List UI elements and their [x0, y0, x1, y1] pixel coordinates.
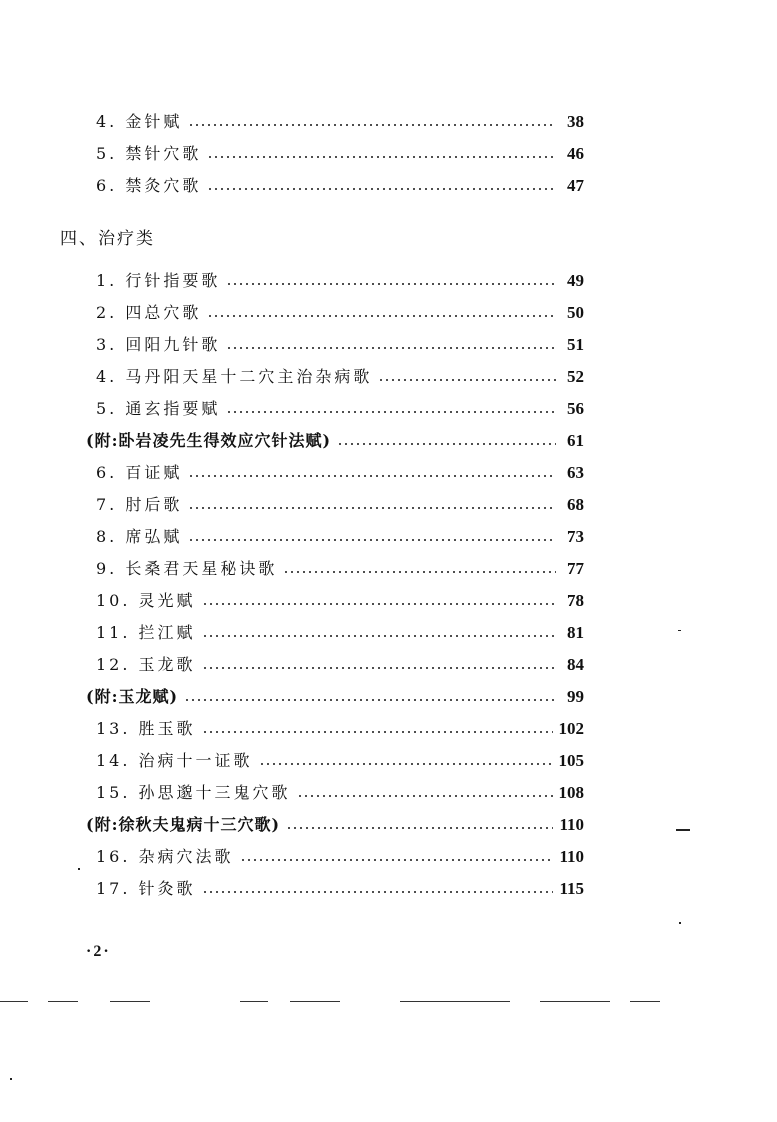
- toc-entry: [96, 780, 584, 806]
- toc-entry-page: 63: [567, 463, 584, 482]
- dot-leader: [240, 859, 554, 861]
- toc-entry-page: 56: [567, 399, 584, 418]
- dot-leader: [297, 795, 553, 797]
- toc-entry-page: 47: [567, 176, 584, 195]
- scan-speck: [679, 922, 681, 924]
- toc-entry-title: 2. 四总穴歌: [96, 303, 202, 322]
- toc-entry-title: 6. 百证赋: [96, 463, 183, 482]
- toc-entry: [96, 109, 584, 135]
- toc-entry-page: 110: [559, 815, 584, 834]
- toc-entry: [96, 460, 584, 486]
- toc-entry: [96, 332, 584, 358]
- scan-speck: [676, 829, 690, 831]
- toc-entry-title: 4. 马丹阳天星十二穴主治杂病歌: [96, 367, 373, 386]
- toc-entry: [96, 364, 584, 390]
- dot-leader: [226, 347, 556, 349]
- scan-artifact: [48, 1001, 78, 1002]
- dot-leader: [202, 603, 556, 605]
- dot-leader: [188, 124, 556, 126]
- toc-entry: [96, 748, 584, 774]
- dot-leader: [207, 156, 556, 158]
- dot-leader: [226, 283, 556, 285]
- dot-leader: [207, 188, 556, 190]
- toc-entry-title: 13. 胜玉歌: [96, 719, 196, 738]
- toc-entry-page: 49: [567, 271, 584, 290]
- dot-leader: [259, 763, 553, 765]
- toc-entry: [96, 492, 584, 518]
- toc-entry-page: 105: [558, 751, 584, 770]
- toc-entry: [96, 173, 584, 199]
- dot-leader: [202, 731, 553, 733]
- toc-entry-title: 17. 针灸歌: [96, 879, 196, 898]
- toc-entry-page: 38: [567, 112, 584, 131]
- toc-entry: [96, 876, 584, 902]
- dot-leader: [202, 667, 556, 669]
- scan-speck: [678, 630, 681, 631]
- scan-artifact: [630, 1001, 660, 1002]
- section-heading: 四、治疗类: [60, 229, 155, 249]
- toc-entry: [96, 556, 584, 582]
- toc-entry-page: 78: [567, 591, 584, 610]
- toc-entry: [96, 396, 584, 422]
- toc-appendix-entry: [86, 684, 584, 710]
- toc-entry-title: (附:玉龙赋): [86, 687, 179, 706]
- toc-entry-page: 115: [559, 879, 584, 898]
- scan-artifact: [110, 1001, 150, 1002]
- toc-entry-page: 68: [567, 495, 584, 514]
- toc-entry-page: 52: [567, 367, 584, 386]
- scan-artifact: [0, 1001, 28, 1002]
- dot-leader: [226, 411, 556, 413]
- dot-leader: [184, 699, 556, 701]
- toc-entry-title: 8. 席弘赋: [96, 527, 183, 546]
- toc-entry-page: 110: [559, 847, 584, 866]
- toc-entry: [96, 300, 584, 326]
- toc-entry-title: 16. 杂病穴法歌: [96, 847, 234, 866]
- toc-appendix-entry: [86, 428, 584, 454]
- toc-entry-title: 9. 长桑君天星秘诀歌: [96, 559, 278, 578]
- toc-entry: [96, 652, 584, 678]
- scan-speck: [10, 1078, 12, 1080]
- toc-entry: [96, 524, 584, 550]
- dot-leader: [286, 827, 553, 829]
- page-number: ·2·: [86, 943, 111, 960]
- toc-entry-page: 73: [567, 527, 584, 546]
- toc-entry-title: 15. 孙思邈十三鬼穴歌: [96, 783, 291, 802]
- toc-entry-page: 46: [567, 144, 584, 163]
- toc-entry-page: 61: [567, 431, 584, 450]
- toc-entry-title: 7. 肘后歌: [96, 495, 183, 514]
- dot-leader: [207, 315, 556, 317]
- dot-leader: [378, 379, 556, 381]
- toc-entry: [96, 588, 584, 614]
- toc-entry-page: 77: [567, 559, 584, 578]
- dot-leader: [202, 635, 556, 637]
- toc-entry-title: 5. 通玄指要赋: [96, 399, 221, 418]
- toc-entry-title: 6. 禁灸穴歌: [96, 176, 202, 195]
- toc-entry: [96, 716, 584, 742]
- toc-entry-title: 3. 回阳九针歌: [96, 335, 221, 354]
- toc-entry-page: 81: [567, 623, 584, 642]
- dot-leader: [188, 539, 556, 541]
- toc-entry: [96, 620, 584, 646]
- toc-entry-title: (附:徐秋夫鬼病十三穴歌): [86, 815, 281, 834]
- toc-entry-title: 5. 禁针穴歌: [96, 144, 202, 163]
- scan-speck: [78, 868, 80, 870]
- toc-entry: [96, 141, 584, 167]
- toc-entry-page: 50: [567, 303, 584, 322]
- toc-appendix-entry: [86, 812, 584, 838]
- toc-entry-title: (附:卧岩凌先生得效应穴针法赋): [86, 431, 332, 450]
- dot-leader: [188, 507, 556, 509]
- dot-leader: [188, 475, 556, 477]
- scan-artifact: [240, 1001, 268, 1002]
- toc-entry-page: 108: [558, 783, 584, 802]
- toc-entry: [96, 268, 584, 294]
- scan-artifact: [540, 1001, 610, 1002]
- toc-entry-page: 99: [567, 687, 584, 706]
- toc-entry-title: 10. 灵光赋: [96, 591, 196, 610]
- scan-artifact: [400, 1001, 510, 1002]
- toc-entry-page: 102: [558, 719, 584, 738]
- toc-entry-page: 84: [567, 655, 584, 674]
- toc-entry-page: 51: [567, 335, 584, 354]
- toc-entry: [96, 844, 584, 870]
- scan-artifact: [290, 1001, 340, 1002]
- toc-entry-title: 12. 玉龙歌: [96, 655, 196, 674]
- toc-entry-title: 4. 金针赋: [96, 112, 183, 131]
- toc-entry-title: 11. 拦江赋: [96, 623, 196, 642]
- toc-entry-title: 1. 行针指要歌: [96, 271, 221, 290]
- toc-entry-title: 14. 治病十一证歌: [96, 751, 253, 770]
- dot-leader: [202, 891, 554, 893]
- dot-leader: [283, 571, 556, 573]
- dot-leader: [337, 443, 556, 445]
